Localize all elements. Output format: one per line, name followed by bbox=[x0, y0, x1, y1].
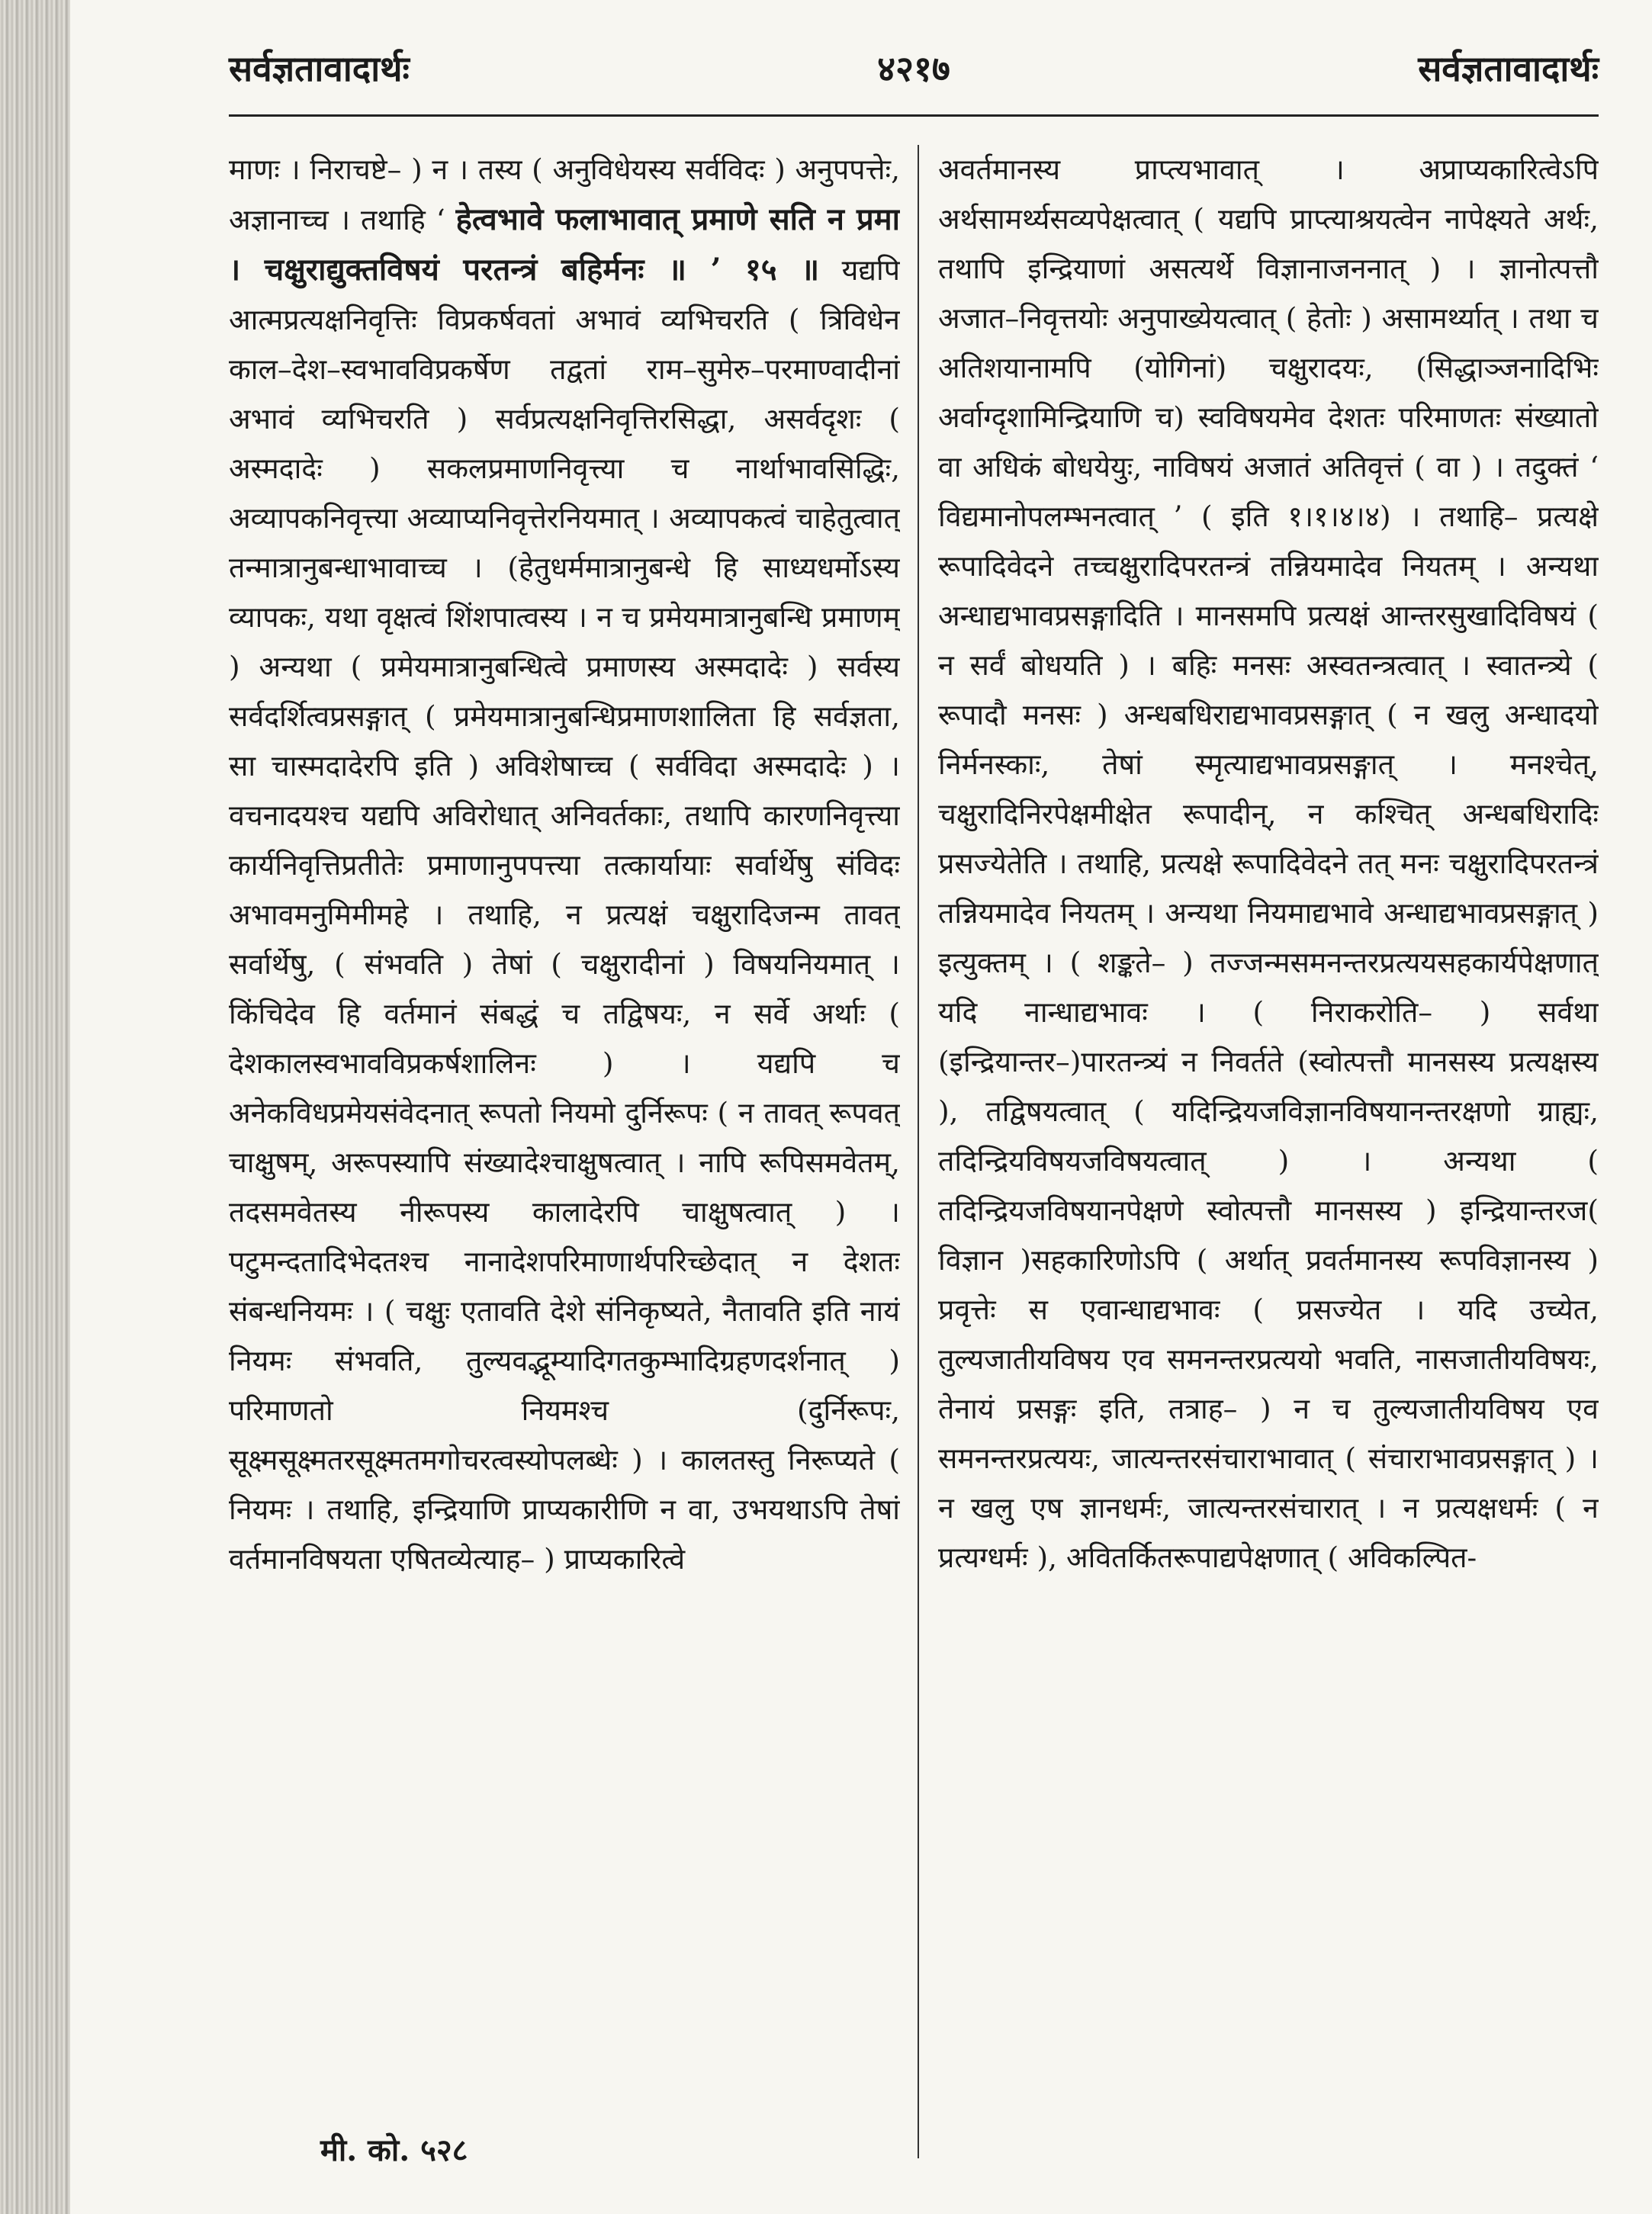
page-number: ४२१७ bbox=[877, 48, 950, 89]
left-column bbox=[229, 145, 900, 2105]
verse-text: हेत्वभावे फलाभावात् प्रमाणे सति न प्रमा । चक्षुराद्युक्तविषयं परतन्त्रं बहिर्मनः ॥ ’ १५ ॥ bbox=[229, 201, 900, 288]
left-body-text: यद्यपि आत्मप्रत्यक्षनिवृत्तिः विप्रकर्षवतां अभावं व्यभिचरति ( त्रिविधेन काल–देश–स्वभावविप्रकर्षेण तद्वतां राम–सुमेरु–परमाण्वादीनां अभावं व्यभिचरति ) सर्वप्रत्यक्षनिवृत्तिरसिद्धा, असर्वदृशः ( अस्मदादेः ) सकलप्रमाणनिवृत्त्या च नार्थाभावसिद्धिः, अव्यापकनिवृत्त्या अव्याप्यनिवृत्तेरनियमात् । अव्यापकत्वं चाहेतुत्वात् तन्मात्रानुबन्धाभावाच्च । (हेतुधर्ममात्रानुबन्धे हि साध्यधर्मोऽस्य व्यापकः, यथा वृक्षत्वं शिंशपात्वस्य । न च प्रमेयमात्रानुबन्धि प्रमाणम् ) अन्यथा ( प्रमेयमात्रानुबन्धित्वे प्रमाणस्य अस्मदादेः ) सर्वस्य सर्वदर्शित्वप्रसङ्गात् ( प्रमेयमात्रानुबन्धिप्रमाणशालिता हि सर्वज्ञता, सा चास्मदादेरपि इति ) अविशेषाच्च ( सर्वविदा अस्मदादेः ) । वचनादयश्च यद्यपि अविरोधात् अनिवर्तकाः, तथापि कारणनिवृत्त्या कार्यनिवृत्तिप्रतीतेः प्रमाणानुपपत्त्या तत्कार्यायाः सर्वार्थेषु संविदः अभावमनुमिमीमहे । तथाहि, न प्रत्यक्षं चक्षुरादिजन्म तावत् सर्वार्थेषु, ( संभवति ) तेषां ( चक्षुरादीनां ) विषयनियमात् । किंचिदेव हि वर्तमानं संबद्धं च तद्विषयः, न सर्वे अर्थाः ( देशकालस्वभावविप्रकर्षशालिनः ) । यद्यपि च अनेकविधप्रमेयसंवेदनात् रूपतो नियमो दुर्निरूपः ( न तावत् रूपवत् चाक्षुषम्, अरूपस्यापि संख्यादेश्चाक्षुषत्वात् । नापि रूपिसमवेतम्, तदसमवेतस्य नीरूपस्य कालादेरपि चाक्षुषत्वात् ) । पटुमन्दतादिभेदतश्च नानादेशपरिमाणार्थपरिच्छेदात् न देशतः संबन्धनियमः । ( चक्षुः एतावति देशे संनिकृष्यते, नैतावति इति नायं नियमः संभवति, तुल्यवद्भूम्यादिगतकुम्भादिग्रहणदर्शनात् ) परिमाणतो नियमश्च (दुर्निरूपः, सूक्ष्मसूक्ष्मतरसूक्ष्मतमगोचरत्वस्योपलब्धेः ) । कालतस्तु निरूप्यते ( नियमः । तथाहि, इन्द्रियाणि प्राप्यकारीणि न वा, उभयथाऽपि तेषां वर्तमानविषयता एषितव्येत्याह– ) प्राप्यकारित्वे bbox=[229, 253, 900, 1576]
book-binding-edge bbox=[0, 0, 70, 2214]
footer-signature: मी. को. ५२८ bbox=[320, 2132, 468, 2168]
header-left-title: सर्वज्ञतावादार्थः bbox=[229, 48, 410, 89]
right-column-paragraph: अवर्तमानस्य प्राप्त्यभावात् । अप्राप्यकारित्वेऽपि अर्थसामर्थ्यसव्यपेक्षत्वात् ( यद्यपि प्राप्त्याश्रयत्वेन नापेक्ष्यते अर्थः, तथापि इन्द्रियाणां असत्यर्थे विज्ञानाजननात् ) । ज्ञानोत्पत्तौ अजात–निवृत्तयोः अनुपाख्येयत्वात् ( हेतोः ) असामर्थ्यात् । तथा च अतिशयानामपि (योगिनां) चक्षुरादयः, (सिद्धाञ्जनादिभिः अर्वाग्दृशामिन्द्रियाणि च) स्वविषयमेव देशतः परिमाणतः संख्यातो वा अधिकं बोधयेयुः, नाविषयं अजातं अतिवृत्तं ( वा ) । तदुक्तं ‘ विद्यमानोपलम्भनत्वात् ’ ( इति १।१।४।४) । तथाहि– प्रत्यक्षे रूपादिवेदने तच्चक्षुरादिपरतन्त्रं तन्नियमादेव नियतम् । अन्यथा अन्धाद्यभावप्रसङ्गादिति । मानसमपि प्रत्यक्षं आन्तरसुखादिविषयं ( न सर्वं बोधयति ) । बहिः मनसः अस्वतन्त्रत्वात् । स्वातन्त्र्ये ( रूपादौ मनसः ) अन्धबधिराद्यभावप्रसङ्गात् ( न खलु अन्धादयो निर्मनस्काः, तेषां स्मृत्याद्यभावप्रसङ्गात् । मनश्चेत्, चक्षुरादिनिरपेक्षमीक्षेत रूपादीन्, न कश्चित् अन्धबधिरादिः प्रसज्येतेति । तथाहि, प्रत्यक्षे रूपादिवेदने तत् मनः चक्षुरादिपरतन्त्रं तन्नियमादेव नियतम् । अन्यथा नियमाद्यभावे अन्धाद्यभावप्रसङ्गात् ) इत्युक्तम् । ( शङ्कते– ) तज्जन्मसमनन्तरप्रत्ययसहकार्यपेक्षणात् यदि नान्धाद्यभावः । ( निराकरोति– ) सर्वथा (इन्द्रियान्तर–)पारतन्त्र्यं न निवर्तते (स्वोत्पत्तौ मानसस्य प्रत्यक्षस्य ), तद्विषयत्वात् ( यदिन्द्रियजविज्ञानविषयानन्तरक्षणो ग्राह्यः, तदिन्द्रियविषयजविषयत्वात् ) । अन्यथा ( तदिन्द्रियजविषयानपेक्षणे स्वोत्पत्तौ मानसस्य ) इन्द्रियान्तरज( विज्ञान )सहकारिणोऽपि ( अर्थात् प्रवर्तमानस्य रूपविज्ञानस्य ) प्रवृत्तेः स एवान्धाद्यभावः ( प्रसज्येत । यदि उच्येत, तुल्यजातीयविषय एव समनन्तरप्रत्ययो भवति, नासजातीयविषयः, तेनायं प्रसङ्गः इति, तत्राह– ) न च तुल्यजातीयविषय एव समनन्तरप्रत्ययः, जात्यन्तरसंचाराभावात् ( संचाराभावप्रसङ्गात् ) । न खलु एष ज्ञानधर्मः, जात्यन्तरसंचारात् । न प्रत्यक्षधर्मः ( न प्रत्यग्धर्मः ), अवितर्कितरूपाद्यपेक्षणात् ( अविकल्पित- bbox=[938, 153, 1599, 1574]
left-column-paragraph bbox=[229, 145, 900, 1584]
page-header bbox=[229, 44, 1599, 113]
left-intro-text: माणः । निराचष्टे– ) न । तस्य ( अनुविधेयस्य सर्वविदः ) अनुपपत्तेः, अज्ञानाच्च । तथाहि ‘ bbox=[229, 153, 900, 236]
header-right-title: सर्वज्ञतावादार्थः bbox=[1418, 48, 1599, 89]
header-rule bbox=[229, 114, 1599, 117]
column-divider bbox=[918, 145, 919, 2158]
right-column bbox=[938, 145, 1599, 2105]
